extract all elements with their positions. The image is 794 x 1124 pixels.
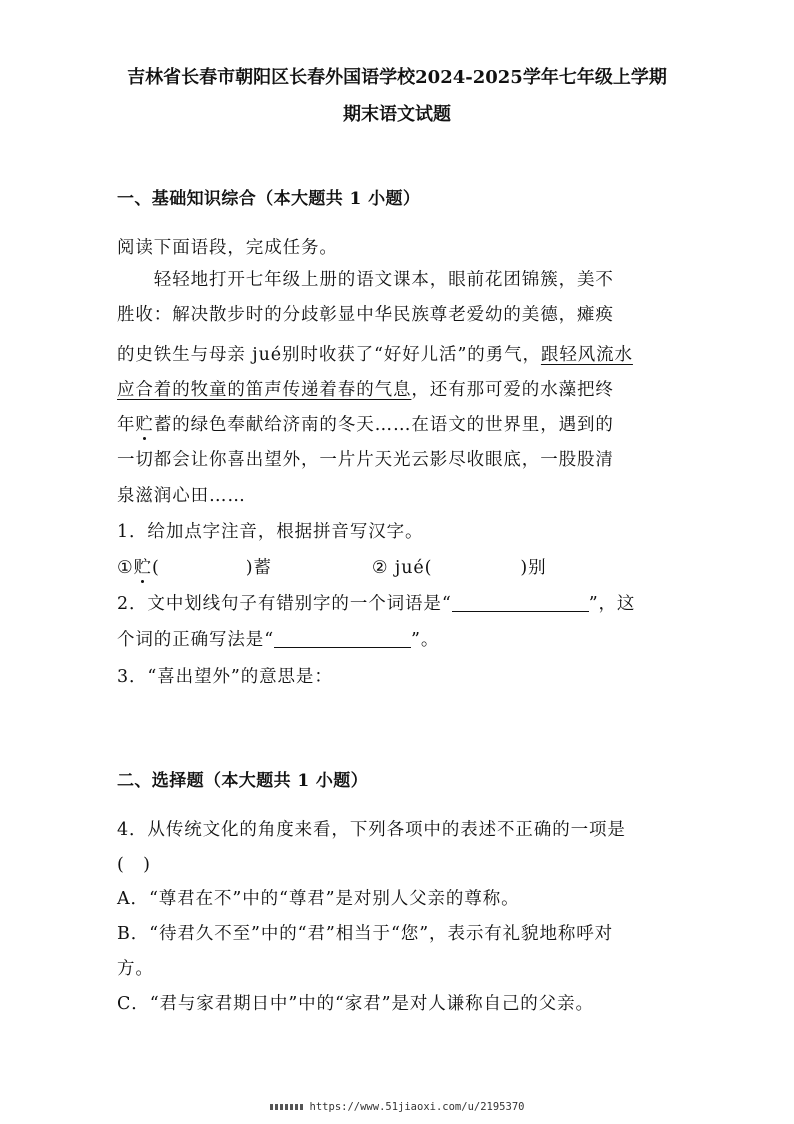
section1-heading: 一、基础知识综合（本大题共 1 小题） (117, 189, 421, 209)
answer-2-correct-word-blank[interactable] (274, 629, 411, 648)
answer-1a-label: ① (117, 558, 134, 578)
answer-2-wrong-word-blank[interactable] (452, 593, 589, 612)
watermark-logo-icon (270, 1104, 304, 1110)
passage-line (117, 378, 614, 402)
page-footer (0, 1101, 794, 1113)
option-c: C．“君与家君期日中”中的“家君”是对人谦称自己的父亲。 (117, 994, 594, 1014)
passage-text: 年 (117, 415, 136, 435)
answer-1a-close: )蓄 (245, 558, 272, 578)
dotted-character: 贮 (133, 558, 152, 578)
question-2-text: 个词的正确写法是“ (117, 630, 275, 650)
passage-text: ，还有那可爱的水藻把终 (411, 380, 614, 400)
option-a: A．“尊君在不”中的“尊君”是对别人父亲的尊称。 (117, 889, 520, 909)
option-b-continued: 方。 (117, 959, 154, 979)
passage-line: 胜收：解决散步时的分歧彰显中华民族尊老爱幼的美德，瘫痪 (117, 305, 614, 325)
question-4: 4．从传统文化的角度来看，下列各项中的表述不正确的一项是 (117, 820, 626, 840)
question-2-line2 (117, 628, 439, 652)
exam-title-line2: 期末语文试题 (343, 104, 451, 125)
question-1-answers (117, 556, 547, 580)
question-1: 1．给加点字注音，根据拼音写汉字。 (117, 522, 424, 542)
passage-text: 蓄的绿色奉献给济南的冬天……在语文的世界里，遇到的 (153, 415, 614, 435)
passage-line: 泉滋润心田…… (117, 486, 246, 506)
passage-line: 一切都会让你喜出望外，一片片天光云影尽收眼底，一股股清 (117, 450, 614, 470)
footer-url[interactable]: https://www.51jiaoxi.com/u/2195370 (309, 1101, 525, 1113)
question-2-text: ”，这 (588, 594, 636, 614)
answer-1b-label: ② jué( (371, 558, 433, 578)
section2-heading: 二、选择题（本大题共 1 小题） (117, 771, 369, 791)
answer-1a-open: ( (152, 558, 160, 578)
question-2-text: ”。 (411, 630, 440, 650)
question-3: 3．“喜出望外”的意思是： (117, 667, 333, 687)
reading-intro: 阅读下面语段，完成任务。 (117, 238, 338, 258)
passage-line: 轻轻地打开七年级上册的语文课本，眼前花团锦簇，美不 (117, 270, 614, 290)
underlined-sentence-part2: 应合着的牧童的笛声传递着春的气息 (117, 380, 412, 400)
answer-1b-close: )别 (520, 558, 547, 578)
passage-text: 的史铁生与母亲 jué别时收获了“好好儿活”的勇气， (117, 345, 541, 365)
dotted-character: 贮 (135, 415, 154, 435)
option-b: B．“待君久不至”中的“君”相当于“您”，表示有礼貌地称呼对 (117, 924, 614, 944)
underlined-sentence-part1: 跟轻风流水 (540, 345, 633, 365)
question-2-line1 (117, 592, 635, 616)
passage-line (117, 343, 633, 367)
exam-title-line1: 吉林省长春市朝阳区长春外国语学校2024-2025学年七年级上学期 (127, 67, 667, 88)
passage-line (117, 413, 614, 437)
question-2-text: 2．文中划线句子有错别字的一个词语是“ (117, 594, 452, 614)
question-4-answer-bracket[interactable]: ( ) (117, 855, 151, 875)
